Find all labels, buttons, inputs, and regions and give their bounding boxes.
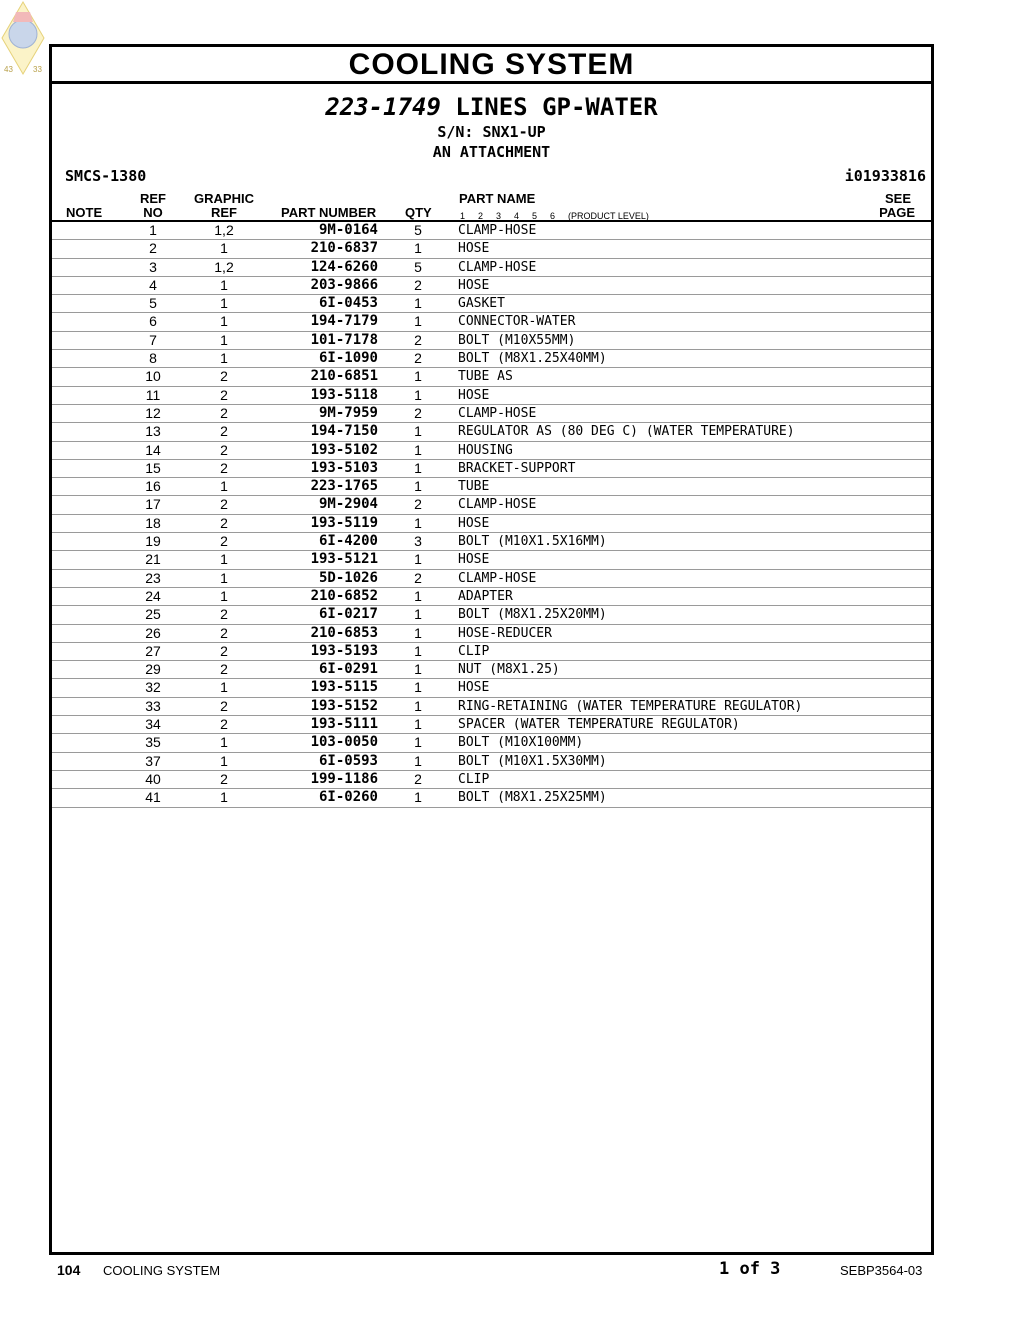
graphic-ref: 1 <box>220 331 228 348</box>
graphic-ref: 1 <box>220 350 228 367</box>
table-row <box>52 277 931 295</box>
ref-no: 16 <box>145 478 161 495</box>
part-number: 223-1765 <box>310 478 378 495</box>
quantity: 1 <box>414 514 422 531</box>
graphic-ref: 2 <box>220 441 228 458</box>
part-name: RING-RETAINING (WATER TEMPERATURE REGULATOR) <box>458 698 803 714</box>
table-row <box>52 771 931 789</box>
part-number: 193-5111 <box>310 716 378 733</box>
graphic-ref: 1 <box>220 587 228 604</box>
table-row <box>52 350 931 368</box>
logo-right-number: 33 <box>33 65 42 74</box>
part-name: TUBE AS <box>458 369 513 385</box>
footer-section: COOLING SYSTEM <box>103 1263 221 1278</box>
col-graphic-top: GRAPHIC <box>194 191 254 206</box>
quantity: 2 <box>414 569 422 586</box>
quantity: 1 <box>414 606 422 623</box>
table-row <box>52 643 931 661</box>
parts-table-body <box>52 222 931 808</box>
quantity: 1 <box>414 752 422 769</box>
part-number: 6I-0260 <box>318 789 378 806</box>
graphic-ref: 1 <box>220 789 228 806</box>
quantity: 5 <box>414 258 422 275</box>
part-number: 193-5152 <box>310 697 378 714</box>
quantity: 1 <box>414 734 422 751</box>
part-number: 193-5115 <box>310 679 378 696</box>
part-number: 124-6260 <box>310 258 378 275</box>
attachment-label: AN ATTACHMENT <box>432 143 551 161</box>
graphic-ref: 1 <box>220 569 228 586</box>
table-row <box>52 259 931 277</box>
table-row <box>52 442 931 460</box>
part-name: HOSE <box>458 680 490 696</box>
table-row <box>52 313 931 331</box>
quantity: 1 <box>414 240 422 257</box>
graphic-ref: 2 <box>220 459 228 476</box>
graphic-ref: 2 <box>220 661 228 678</box>
quantity: 1 <box>414 441 422 458</box>
part-number: 193-5193 <box>310 642 378 659</box>
footer-page-number: 104 <box>57 1262 81 1278</box>
part-number: 194-7150 <box>310 423 378 440</box>
graphic-ref: 1 <box>220 313 228 330</box>
part-name: HOSE <box>458 515 490 531</box>
table-row <box>52 295 931 313</box>
quantity: 1 <box>414 679 422 696</box>
col-part-name: PART NAME <box>459 191 536 206</box>
table-row <box>52 387 931 405</box>
ref-no: 27 <box>145 642 161 659</box>
table-row <box>52 570 931 588</box>
group-name: LINES GP-WATER <box>455 93 658 121</box>
graphic-ref: 2 <box>220 496 228 513</box>
part-number: 101-7178 <box>310 331 378 348</box>
part-name: GASKET <box>458 296 505 312</box>
part-name: HOSE <box>458 277 490 293</box>
table-row <box>52 496 931 514</box>
part-name: CLIP <box>458 643 490 659</box>
table-row <box>52 533 931 551</box>
part-name: CONNECTOR-WATER <box>458 314 576 330</box>
graphic-ref: 2 <box>220 386 228 403</box>
graphic-ref: 2 <box>220 423 228 440</box>
part-number: 9M-2904 <box>318 496 378 513</box>
col-product-levels <box>460 209 649 223</box>
table-row <box>52 460 931 478</box>
table-row <box>52 423 931 441</box>
ref-no: 21 <box>145 551 161 568</box>
graphic-ref: 1 <box>220 752 228 769</box>
level-1: 1 <box>460 211 466 221</box>
ref-no: 40 <box>145 770 161 787</box>
part-name: CLAMP-HOSE <box>458 497 537 513</box>
quantity: 1 <box>414 587 422 604</box>
part-name: TUBE <box>458 479 490 495</box>
quantity: 1 <box>414 423 422 440</box>
ref-no: 4 <box>149 276 157 293</box>
levels-label: (PRODUCT LEVEL) <box>568 211 649 221</box>
parts-page-frame <box>49 44 934 1255</box>
table-row <box>52 606 931 624</box>
table-row <box>52 625 931 643</box>
ref-no: 11 <box>145 386 161 403</box>
part-name: HOSE-REDUCER <box>458 625 552 641</box>
quantity: 2 <box>414 331 422 348</box>
graphic-ref: 2 <box>220 716 228 733</box>
ref-no: 12 <box>145 404 161 421</box>
part-number: 210-6852 <box>310 587 378 604</box>
part-number: 210-6837 <box>310 240 378 257</box>
ref-no: 6 <box>149 313 157 330</box>
ref-no: 8 <box>149 350 157 367</box>
graphic-ref: 2 <box>220 514 228 531</box>
graphic-ref: 1 <box>220 551 228 568</box>
part-number: 210-6851 <box>310 368 378 385</box>
part-name: BOLT (M10X100MM) <box>458 735 584 751</box>
part-number: 193-5119 <box>310 514 378 531</box>
graphic-ref: 2 <box>220 404 228 421</box>
level-3: 3 <box>496 211 502 221</box>
ref-no: 10 <box>145 368 161 385</box>
quantity: 1 <box>414 551 422 568</box>
part-name: BOLT (M10X55MM) <box>458 332 576 348</box>
quantity: 1 <box>414 478 422 495</box>
part-number: 103-0050 <box>310 734 378 751</box>
part-number: 6I-0217 <box>318 606 378 623</box>
table-row <box>52 222 931 240</box>
table-row <box>52 679 931 697</box>
col-graphic-bottom: REF <box>211 205 237 220</box>
smcs-code: SMCS-1380 <box>65 167 147 185</box>
graphic-ref: 2 <box>220 642 228 659</box>
part-name: BOLT (M8X1.25X25MM) <box>458 790 607 806</box>
section-title: COOLING SYSTEM <box>52 47 931 84</box>
ref-no: 13 <box>145 423 161 440</box>
col-note: NOTE <box>66 205 103 220</box>
table-row <box>52 551 931 569</box>
table-row <box>52 661 931 679</box>
quantity: 2 <box>414 496 422 513</box>
ref-no: 5 <box>149 295 157 312</box>
ref-no: 41 <box>145 789 161 806</box>
group-title <box>52 93 931 121</box>
part-number: 210-6853 <box>310 624 378 641</box>
part-number: 203-9866 <box>310 276 378 293</box>
ref-no: 19 <box>145 533 161 550</box>
quantity: 2 <box>414 404 422 421</box>
quantity: 1 <box>414 459 422 476</box>
quantity: 1 <box>414 386 422 403</box>
graphic-ref: 2 <box>220 606 228 623</box>
ref-no: 15 <box>145 459 161 476</box>
level-5: 5 <box>532 211 538 221</box>
quantity: 3 <box>414 533 422 550</box>
graphic-ref: 2 <box>220 533 228 550</box>
table-row <box>52 515 931 533</box>
graphic-ref: 1 <box>220 734 228 751</box>
ref-no: 35 <box>145 734 161 751</box>
ref-no: 29 <box>145 661 161 678</box>
quantity: 1 <box>414 789 422 806</box>
table-row <box>52 716 931 734</box>
graphic-ref: 1 <box>220 478 228 495</box>
table-row <box>52 368 931 386</box>
part-number: 193-5118 <box>310 386 378 403</box>
quantity: 2 <box>414 770 422 787</box>
part-name: SPACER (WATER TEMPERATURE REGULATOR) <box>458 717 740 733</box>
table-row <box>52 753 931 771</box>
ref-no: 18 <box>145 514 161 531</box>
part-number: 193-5103 <box>310 459 378 476</box>
ref-no: 14 <box>145 441 161 458</box>
level-2: 2 <box>478 211 484 221</box>
ref-no: 1 <box>149 222 157 238</box>
ref-no: 2 <box>149 240 157 257</box>
level-4: 4 <box>514 211 520 221</box>
part-number: 6I-1090 <box>318 350 378 367</box>
level-6: 6 <box>550 211 556 221</box>
table-row <box>52 332 931 350</box>
quantity: 1 <box>414 624 422 641</box>
ref-no: 37 <box>145 752 161 769</box>
part-number: 6I-0453 <box>318 295 378 312</box>
ref-no: 23 <box>145 569 161 586</box>
col-see-bottom: PAGE <box>879 205 915 220</box>
graphic-ref: 1 <box>220 276 228 293</box>
part-name: BOLT (M8X1.25X40MM) <box>458 351 607 367</box>
part-name: BOLT (M10X1.5X30MM) <box>458 753 607 769</box>
part-name: HOSE <box>458 241 490 257</box>
ref-no: 33 <box>145 697 161 714</box>
ref-no: 3 <box>149 258 157 275</box>
part-number: 6I-0291 <box>318 661 378 678</box>
part-name: CLIP <box>458 771 490 787</box>
graphic-ref: 2 <box>220 697 228 714</box>
table-row <box>52 698 931 716</box>
col-see-top: SEE <box>884 191 911 206</box>
col-ref-bottom: NO <box>143 205 163 220</box>
quantity: 1 <box>414 295 422 312</box>
quantity: 5 <box>414 222 422 238</box>
part-number: 193-5102 <box>310 441 378 458</box>
part-number: 9M-7959 <box>318 404 378 421</box>
table-row <box>52 240 931 258</box>
part-name: REGULATOR AS (80 DEG C) (WATER TEMPERATURE) <box>458 424 795 440</box>
quantity: 1 <box>414 368 422 385</box>
publisher-logo <box>0 0 46 76</box>
part-number: 6I-0593 <box>318 752 378 769</box>
part-name: BRACKET-SUPPORT <box>458 460 576 476</box>
part-number: 9M-0164 <box>318 222 378 238</box>
group-heading <box>52 84 931 185</box>
part-name: HOSE <box>458 552 490 568</box>
part-name: CLAMP-HOSE <box>458 570 537 586</box>
graphic-ref: 1 <box>220 679 228 696</box>
part-name: ADAPTER <box>458 588 513 604</box>
ref-no: 17 <box>145 496 161 513</box>
quantity: 1 <box>414 661 422 678</box>
quantity: 1 <box>414 716 422 733</box>
table-row <box>52 588 931 606</box>
part-number: 199-1186 <box>310 770 378 787</box>
ref-no: 24 <box>145 587 161 604</box>
part-number: 6I-4200 <box>318 533 378 550</box>
quantity: 2 <box>414 276 422 293</box>
quantity: 1 <box>414 642 422 659</box>
graphic-ref: 2 <box>220 770 228 787</box>
part-name: CLAMP-HOSE <box>458 405 537 421</box>
col-qty: QTY <box>405 205 432 220</box>
group-number: 223-1749 <box>325 93 441 121</box>
graphic-ref: 2 <box>220 368 228 385</box>
table-row <box>52 789 931 807</box>
serial-range: S/N: SNX1-UP <box>437 123 546 141</box>
table-row <box>52 734 931 752</box>
graphic-ref: 2 <box>220 624 228 641</box>
graphic-ref: 1,2 <box>214 222 234 238</box>
ref-no: 26 <box>145 624 161 641</box>
graphic-ref: 1 <box>220 295 228 312</box>
part-name: CLAMP-HOSE <box>458 259 537 275</box>
part-number: 193-5121 <box>310 551 378 568</box>
part-number: 5D-1026 <box>318 569 378 586</box>
part-number: 194-7179 <box>310 313 378 330</box>
table-header <box>52 191 931 222</box>
part-name: HOUSING <box>458 442 513 458</box>
graphic-ref: 1,2 <box>214 258 234 275</box>
ref-no: 34 <box>145 716 161 733</box>
logo-left-number: 43 <box>4 65 13 74</box>
part-name: BOLT (M8X1.25X20MM) <box>458 607 607 623</box>
table-row <box>52 405 931 423</box>
part-name: HOSE <box>458 387 490 403</box>
col-ref-top: REF <box>140 191 166 206</box>
ref-no: 32 <box>145 679 161 696</box>
part-name: CLAMP-HOSE <box>458 223 537 238</box>
col-part-number: PART NUMBER <box>281 205 377 220</box>
part-name: NUT (M8X1.25) <box>458 662 560 678</box>
quantity: 2 <box>414 350 422 367</box>
footer-page-count: 1 of 3 <box>719 1259 781 1279</box>
quantity: 1 <box>414 697 422 714</box>
part-name: BOLT (M10X1.5X16MM) <box>458 534 607 550</box>
quantity: 1 <box>414 313 422 330</box>
graphic-ref: 1 <box>220 240 228 257</box>
illustration-id: i01933816 <box>844 167 926 185</box>
ref-no: 25 <box>145 606 161 623</box>
footer-document-number: SEBP3564-03 <box>840 1263 923 1278</box>
ref-no: 7 <box>149 331 157 348</box>
table-row <box>52 478 931 496</box>
